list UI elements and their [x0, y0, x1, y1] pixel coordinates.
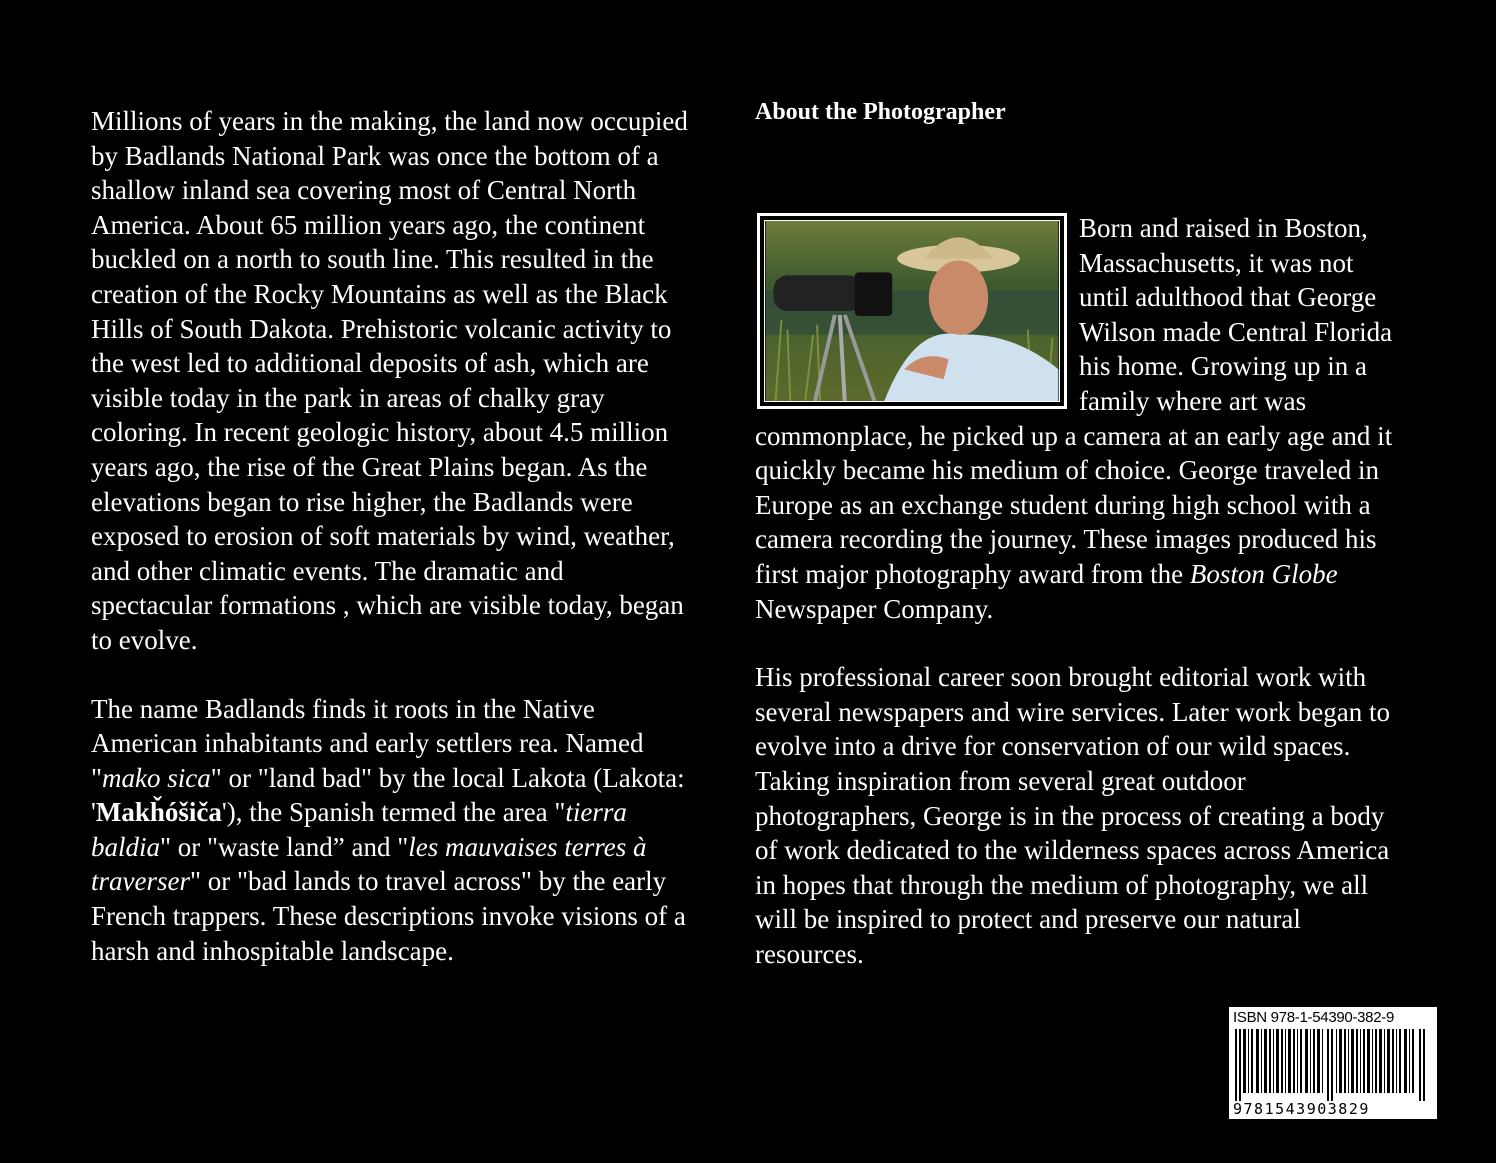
badlands-name-paragraph [91, 692, 691, 969]
text-segment: " or "land bad" by the local Lakota (Lakota: ' [91, 762, 685, 828]
italic-term: Boston Globe [1189, 558, 1338, 589]
badlands-history-paragraph: Millions of years in the making, the land now occupied by Badlands National Park was once the bottom of a shallow inland sea covering most of Central North America. About 65 million years ago, the continent buckled on a north to south line. This resulted in the creation of the Rocky Mountains as well as the Black Hills of South Dakota. Prehistoric volcanic activity to the west led to additional deposits of ash, which are visible today in the park in areas of chalky gray coloring. In recent geologic history, about 4.5 million years ago, the rise of the Great Plains began. As the elevations began to rise higher, the Badlands were exposed to erosion of soft materials by wind, weather, and other climatic events. The dramatic and spectacular formations , which are visible today, began to evolve. [91, 106, 688, 655]
italic-term: mako sica [102, 762, 211, 793]
isbn-barcode [1229, 1007, 1437, 1119]
photographer-photo [757, 213, 1067, 409]
section-heading: About the Photographer [755, 99, 1006, 125]
text-segment: Born and raised in Boston, Massachusetts, it was not until adulthood that George Wilson made Central Florida his home. Growing up in a family where art was commonplace, he picked up a camera at an early age and it quickly became his medium of choice. George traveled in Europe as an exchange student during high school with a camera recording the journey. These images produced his first major photography award from the [755, 213, 1393, 589]
lakota-term: Makȟóšiča [95, 797, 222, 828]
italic-term: les mauvaises terres à traverser [91, 831, 647, 897]
text-segment: Newspaper Company. [755, 593, 994, 624]
text-segment: '), the Spanish termed the area " [221, 797, 566, 828]
text-segment: The name Badlands finds it roots in the Native American inhabitants and early settlers rea. Named " [91, 693, 644, 793]
photographer-career-paragraph: His professional career soon brought editorial work with several newspapers and wire services. Later work began to evolve into a drive for conservation of our wild spaces. Taking inspiration from several great outdoor photographers, George is in the process of creating a body of work dedicated to the wilderness spaces across America in hopes that through the medium of photography, we all will be inspired to protect and preserve our natural resources. [755, 662, 1390, 969]
isbn-label: ISBN 978-1-54390-382-9 [1233, 1009, 1395, 1026]
photographer-portrait-image [764, 220, 1060, 402]
barcode-bars [1233, 1029, 1433, 1101]
text-segment: " or "waste land” and " [160, 831, 409, 862]
text-segment: " or "bad lands to travel across" by the early French trappers. These descriptions invoke visions of a harsh and inhospitable landscape. [91, 866, 686, 966]
italic-term: tierra baldia [91, 797, 627, 862]
left-column [91, 104, 691, 968]
barcode-digits: 9781543903829 [1233, 1100, 1370, 1118]
right-column [755, 95, 1405, 971]
